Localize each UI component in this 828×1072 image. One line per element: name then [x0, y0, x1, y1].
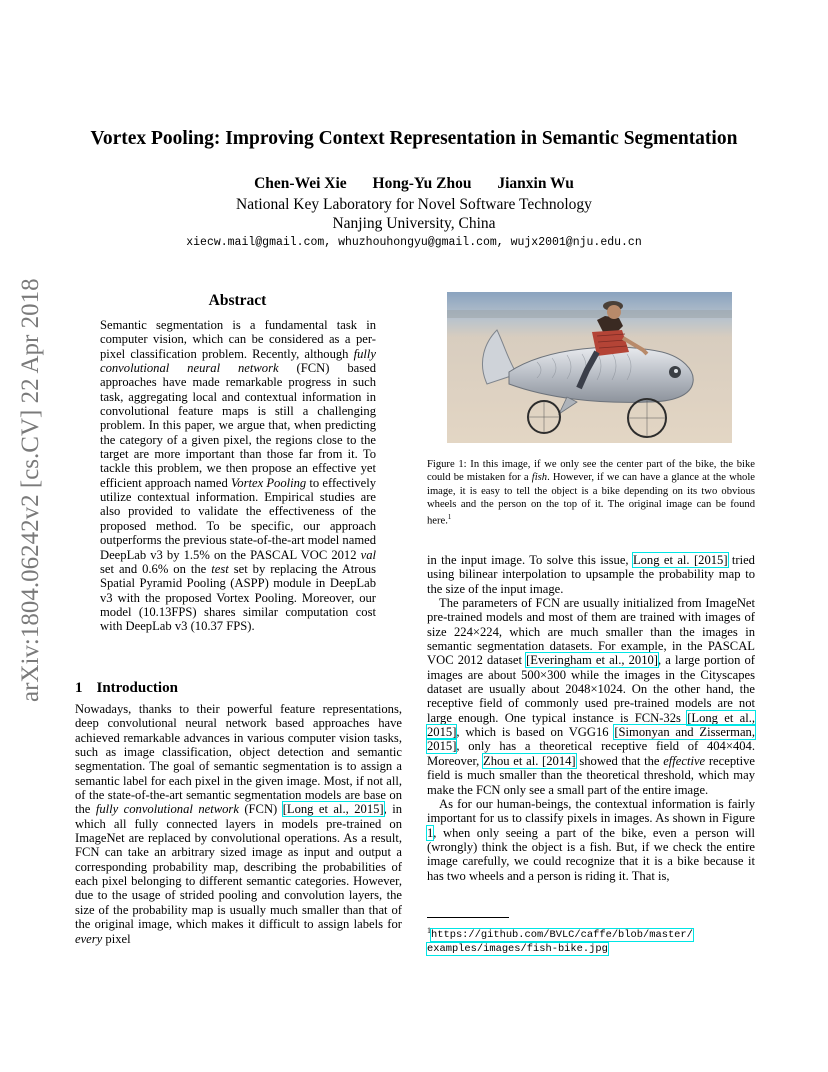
author-emails: xiecw.mail@gmail.com, whuzhouhongyu@gmail.com, wujx2001@nju.edu.cn: [186, 236, 642, 249]
figure-caption: [427, 458, 755, 528]
body-text: in the input image. To solve this issue,: [427, 553, 633, 567]
body-emphasis: effective: [663, 753, 706, 768]
abstract-text: (FCN) based approaches have made remarkable progress in such task, aggregating local and contextual information in convolutional feature maps is still a challenging problem. In this paper, we argue that, when predicting the category of a given pixel, the regions close to the target are more important than those far from it. To tackle this problem, we then propose an effective yet efficient approach named: [100, 361, 376, 490]
body-text: , which is based on VGG16: [456, 725, 615, 740]
abstract-body: [100, 318, 376, 634]
body-emphasis: fully convolutional network: [95, 802, 239, 817]
affiliation: National Key Laboratory for Novel Software Technology: [236, 196, 592, 213]
abstract-emphasis: Vortex Pooling: [231, 475, 307, 490]
paragraph: [427, 797, 755, 883]
affiliation-location: Nanjing University, China: [332, 215, 496, 232]
citation-link[interactable]: Long et al. [2015]: [632, 553, 728, 567]
figure-reference-link[interactable]: 1: [427, 825, 434, 840]
author-list: [0, 175, 828, 193]
body-text: , only has a theoretical receptive field of 404×404. Moreover,: [427, 739, 755, 768]
citation-link[interactable]: Zhou et al. [2014]: [483, 753, 576, 768]
body-text: showed that the: [575, 753, 664, 768]
body-text: , when only seeing a part of the bike, even a person will (wrongly) think the object is a fish. But, if we check the entire image carefully, we could recognize that it is a bike because it has two wheels and a person is riding it. That is,: [427, 825, 755, 883]
footnote-marker: 1: [427, 926, 431, 935]
citation-link[interactable]: [Long et al., 2015]: [282, 802, 384, 817]
footnote: [427, 924, 767, 956]
abstract-text: Semantic segmentation is a fundamental task in computer vision, which can be considered as a per-pixel classification problem. Recently, although: [100, 318, 376, 361]
abstract-emphasis: fully convolutional neural network: [100, 346, 376, 376]
body-text: tried using bilinear interpolation to upsample the probability map to the size of the input image.: [427, 553, 755, 596]
body-text: Nowadays, thanks to their powerful feature representations, deep convolutional neural network based approaches have achieved remarkable advances in various computer vision tasks, such as image classification, object detection and semantic segmentation. The goal of semantic segmentation is to assign a semantic label for each pixel in the given image. Most, if not all, of the state-of-the-art semantic segmentation models are base on the: [75, 702, 402, 817]
paragraph: [427, 553, 755, 596]
abstract-emphasis: test: [211, 561, 229, 576]
body-emphasis: every: [75, 931, 103, 946]
citation-link[interactable]: [Everingham et al., 2010]: [526, 653, 659, 668]
citation-link[interactable]: [Simonyan and Zisserman, 2015]: [427, 725, 755, 754]
citation-link[interactable]: [Long et al., 2015]: [427, 710, 755, 740]
author-name: Chen-Wei Xie: [254, 175, 347, 192]
footnote-url-link[interactable]: examples/images/fish-bike.jpg: [427, 943, 608, 956]
body-text: , in which all fully connected layers in models pre-trained on ImageNet are replaced by convolutional operations. As a result, FCN can take an arbitrary sized image as input and output a corresponding probability map, describing the probabilities of each pixel belonging to different semantic categories. However, due to the usage of strided pooling and convolution layers, the size of the probability map is usually much smaller than that of the original image, which makes it difficult to assign labels for: [75, 802, 403, 932]
caption-emphasis: fish: [531, 472, 548, 484]
author-name: Hong-Yu Zhou: [372, 175, 472, 192]
arxiv-stamp: [16, 278, 46, 702]
body-text: The parameters of FCN are usually initialized from ImageNet pre-trained models and most of them are trained with images of size 224×224, which are much smaller than the images in semantic segmentation datasets. For example, in the PASCAL VOC 2012 dataset: [427, 596, 755, 668]
paper-title: Vortex Pooling: Improving Context Representation in Semantic Segmentation: [90, 128, 738, 149]
abstract-emphasis: val: [360, 547, 376, 562]
author-name: Jianxin Wu: [497, 175, 574, 192]
section-number: 1: [75, 680, 83, 696]
introduction-body: [75, 702, 402, 946]
abstract-text: set by replacing the Atrous Spatial Pyramid Pooling (ASPP) module in DeepLab v3 with the proposed Vortex Pooling. Moreover, our model (10.13FPS) shares similar computation cost with DeepLab v3 (10.37 FPS).: [100, 561, 376, 634]
footnote-marker: 1: [447, 513, 452, 522]
footnote-divider: [427, 917, 509, 918]
fish-bike-photo: [447, 292, 732, 443]
abstract-text: to effectively utilize contextual information. Empirical studies are also provided to validate the effectiveness of the proposed method. To be specific, our approach outperforms the previous state-of-the-art model named DeepLab v3 by 1.5% on the PASCAL VOC 2012: [100, 475, 377, 562]
abstract-text: set and 0.6% on the: [100, 561, 212, 576]
caption-text: Figure 1: In this image, if we only see the center part of the bike, the bike could be mistaken for a: [427, 459, 755, 484]
body-text: As for our human-beings, the contextual information is fairly important for us to classify pixels in images. As shown in Figure: [427, 796, 755, 826]
right-column-body: [427, 553, 755, 883]
paragraph: [427, 596, 755, 797]
arxiv-stamp-text: arXiv:1804.06242v2 [cs.CV] 22 Apr 2018: [17, 278, 44, 702]
abstract-heading: Abstract: [208, 292, 267, 309]
footnote-url-link[interactable]: https://github.com/BVLC/caffe/blob/master/: [431, 929, 693, 942]
section-title: Introduction: [96, 680, 178, 696]
figure-fish-bike-image: [447, 292, 732, 443]
caption-text: . However, if we can have a glance at the whole image, it is easy to tell the object is a bike depending on its two obvious wheels and the person on the top of it. The original image can be found here.: [427, 472, 755, 527]
body-text: (FCN): [238, 802, 283, 817]
body-text: receptive field is much smaller than the theoretical threshold, which may make the FCN only see a small part of the entire image.: [427, 753, 756, 797]
section-heading-introduction: [75, 680, 178, 697]
body-text: , a large portion of images are about 500×300 while the images in the Cityscapes dataset are usually about 2048×1024. On the other hand, the receptive field of commonly used pre-trained models are not large enough. One typical instance is FCN-32s: [427, 653, 756, 725]
body-text: pixel: [102, 931, 131, 946]
